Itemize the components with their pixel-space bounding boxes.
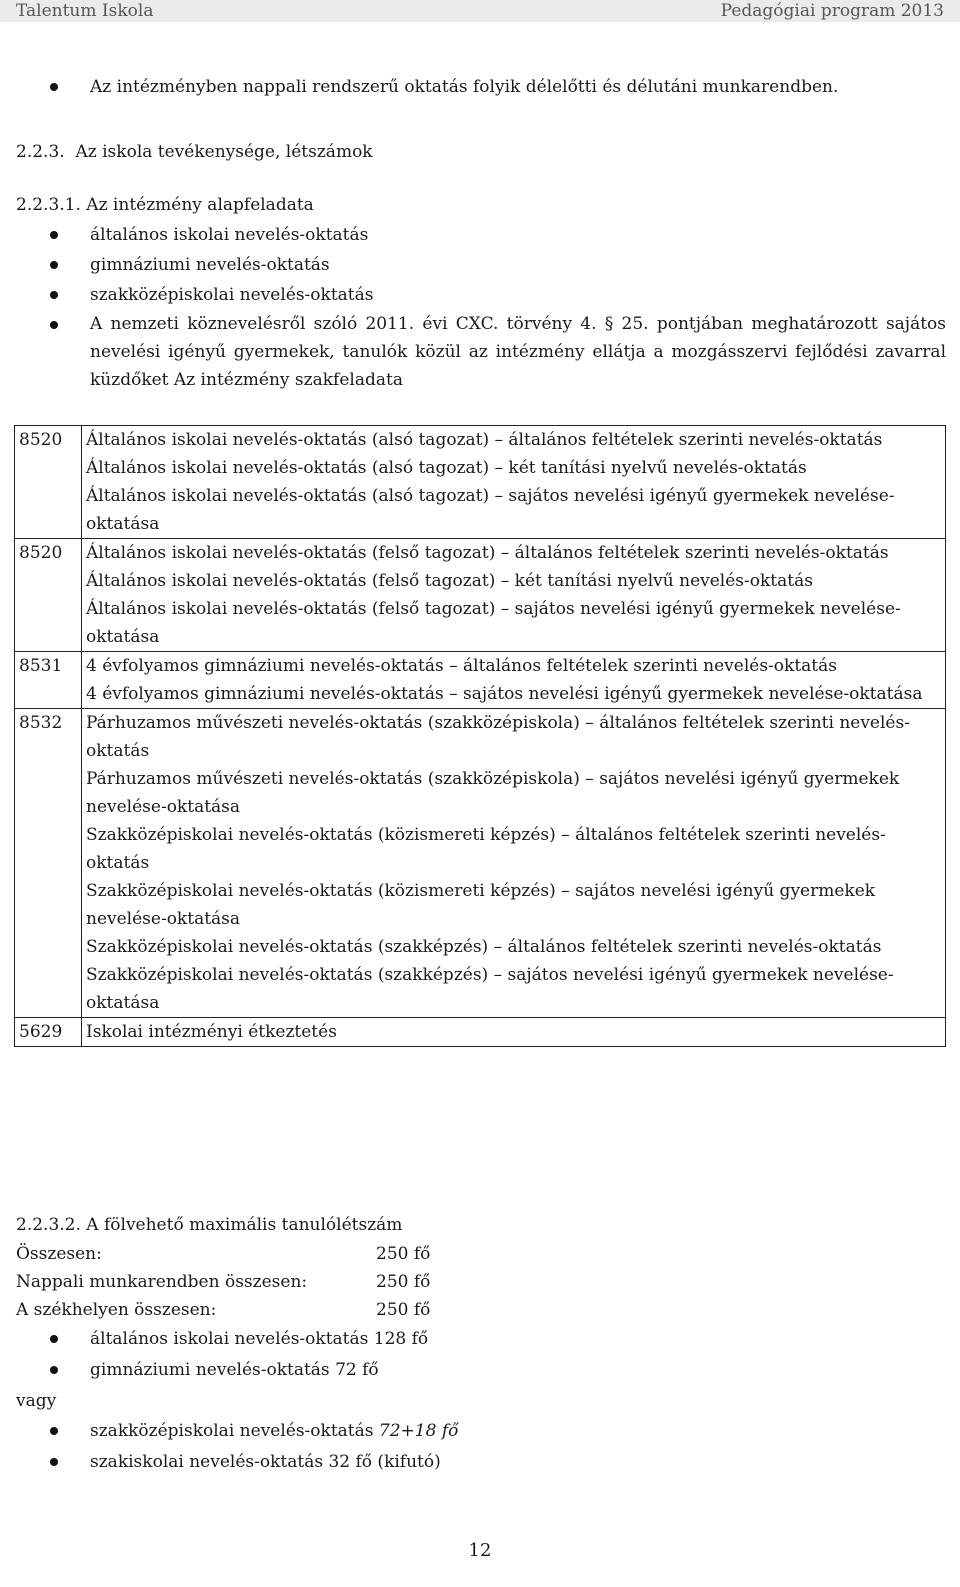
list-item: Szakközépiskolai nevelés-oktatás (közismereti képzés) – sajátos nevelési igényű gyermekek nevelése-oktatása: [86, 881, 876, 929]
bullet-italic-value: 72+18 fő: [378, 1421, 459, 1441]
list-item: Szakközépiskolai nevelés-oktatás (közismereti képzés) – általános feltételek szerinti nevelés-oktatás: [86, 825, 886, 873]
subsection2: [0, 1210, 960, 1478]
header-left: Talentum Iskola: [16, 1, 154, 21]
list-item: szakközépiskolai nevelés-oktatás: [0, 280, 960, 310]
table-row: [15, 709, 946, 1018]
capacity-label: Nappali munkarendben összesen:: [16, 1272, 308, 1292]
list-item: [0, 1416, 960, 1447]
activity-list: [82, 652, 946, 709]
list-item: Szakközépiskolai nevelés-oktatás (szakképzés) – sajátos nevelési igényű gyermekek nevelése-oktatása: [86, 965, 894, 1013]
list-item: Általános iskolai nevelés-oktatás (felső tagozat) – két tanítási nyelvű nevelés-oktatás: [86, 571, 813, 591]
or-text: vagy: [16, 1391, 57, 1411]
list-item: Általános iskolai nevelés-oktatás (alsó tagozat) – két tanítási nyelvű nevelés-oktatás: [86, 458, 807, 478]
list-item: Iskolai intézményi étkeztetés: [86, 1022, 337, 1042]
table-row: [15, 1018, 946, 1047]
capacity-label: Összesen:: [16, 1244, 102, 1264]
list-item: Szakközépiskolai nevelés-oktatás (szakképzés) – általános feltételek szerinti nevelés-oktatás: [86, 937, 882, 957]
list-item: Párhuzamos művészeti nevelés-oktatás (szakközépiskola) – sajátos nevelési igényű gyermekek nevelése-oktatása: [86, 769, 900, 817]
table-row: [16, 1240, 430, 1268]
subsection2-number: 2.2.3.2.: [16, 1215, 81, 1235]
list-item: általános iskolai nevelés-oktatás: [0, 220, 960, 250]
activity-list: [82, 539, 946, 652]
section-title: Az iskola tevékenysége, létszámok: [75, 142, 373, 162]
list-item: gimnáziumi nevelés-oktatás: [0, 250, 960, 280]
page-number: 12: [468, 1540, 492, 1561]
list-item: Párhuzamos művészeti nevelés-oktatás (szakközépiskola) – általános feltételek szerinti nevelés-oktatás: [86, 713, 910, 761]
subsection2-title: A fölvehető maximális tanulólétszám: [86, 1215, 403, 1235]
list-item: Általános iskolai nevelés-oktatás (alsó tagozat) – sajátos nevelési igényű gyermekek nevelése-oktatása: [86, 486, 895, 534]
capacity-value: 250 fő: [376, 1244, 431, 1264]
activity-list: [82, 1018, 946, 1047]
subsection1-number: 2.2.3.1.: [16, 195, 81, 215]
list-item: általános iskolai nevelés-oktatás 128 fő: [0, 1324, 960, 1355]
table-row: [15, 652, 946, 709]
activity-code: 5629: [15, 1018, 82, 1047]
list-item: A nemzeti köznevelésről szóló 2011. évi CXC. törvény 4. § 25. pontjában meghatározott sajátos nevelési igényű gyermekek, tanulók közül az intézmény ellátja a mozgásszervi fejlődési zavarral küzdőket Az intézmény szakfeladata: [0, 310, 960, 394]
bullet-text: szakközépiskolai nevelés-oktatás: [90, 1421, 379, 1441]
list-item: Általános iskolai nevelés-oktatás (felső tagozat) – sajátos nevelési igényű gyermekek nevelése-oktatása: [86, 599, 901, 647]
section-number: 2.2.3.: [16, 142, 65, 162]
table-row: [16, 1268, 430, 1296]
capacity-value: 250 fő: [376, 1272, 431, 1292]
list-item: gimnáziumi nevelés-oktatás 72 fő: [0, 1355, 960, 1386]
activity-list: [82, 426, 946, 539]
activity-code: 8532: [15, 709, 82, 1018]
capacity-table: [16, 1240, 430, 1324]
table-row: [16, 1296, 430, 1324]
list-item: 4 évfolyamos gimnáziumi nevelés-oktatás – általános feltételek szerinti nevelés-oktatás: [86, 656, 837, 676]
table-row: [15, 539, 946, 652]
capacity-value: 250 fő: [376, 1300, 431, 1320]
header-right: Pedagógiai program 2013: [720, 1, 944, 21]
page-header: [0, 0, 960, 22]
subsection1-title: Az intézmény alapfeladata: [86, 195, 314, 215]
activity-code: 8520: [15, 539, 82, 652]
list-item: 4 évfolyamos gimnáziumi nevelés-oktatás – sajátos nevelési igényű gyermekek nevelése-oktatása: [86, 684, 923, 704]
intro-section: [0, 72, 960, 102]
list-item: szakiskolai nevelés-oktatás 32 fő (kifutó): [0, 1447, 960, 1478]
list-item: Általános iskolai nevelés-oktatás (alsó tagozat) – általános feltételek szerinti nevelés-oktatás: [86, 430, 883, 450]
section-heading: [0, 137, 960, 167]
activity-codes-table: [14, 425, 946, 1047]
subsection1: [0, 190, 960, 394]
list-item: Az intézményben nappali rendszerű oktatás folyik délelőtti és délutáni munkarendben.: [0, 72, 960, 102]
activity-code: 8531: [15, 652, 82, 709]
activity-list: [82, 709, 946, 1018]
activity-code: 8520: [15, 426, 82, 539]
capacity-label: A székhelyen összesen:: [16, 1300, 217, 1320]
list-item: Általános iskolai nevelés-oktatás (felső tagozat) – általános feltételek szerinti nevelés-oktatás: [86, 543, 889, 563]
table-row: [15, 426, 946, 539]
